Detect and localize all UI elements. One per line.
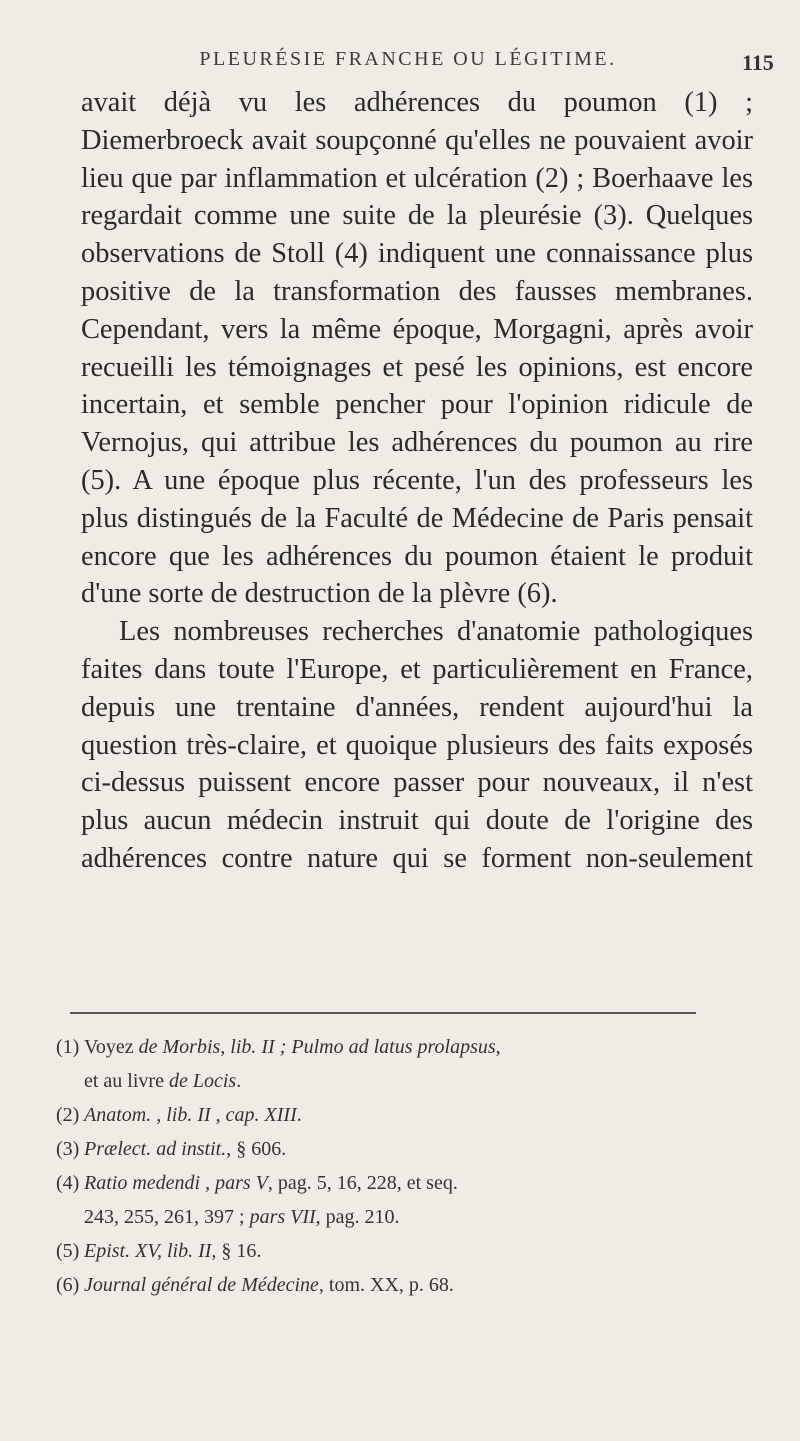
footnote-line: (1) Voyez de Morbis, lib. II ; Pulmo ad latus prolapsus,: [56, 1036, 501, 1058]
footnote-line: (4) Ratio medendi , pars V, pag. 5, 16, 228, et seq.: [56, 1172, 458, 1194]
footnote-line: (2) Anatom. , lib. II , cap. XIII.: [56, 1104, 302, 1126]
footnote-line: (3) Prælect. ad instit., § 606.: [56, 1138, 287, 1160]
paragraph-2: Les nombreuses recherches d'anatomie pathologiques faites dans toute l'Europe, et particulièrement en France, depuis une trentaine d'années, rendent aujourd'hui la question très-claire, et quoique plusieurs des faits exposés ci-dessus puissent encore passer pour nouveaux, il n'est plus aucun médecin instruit qui doute de l'origine des adhérences contre nature qui se forment non-seulement: [81, 616, 753, 874]
footnote-line: (5) Epist. XV, lib. II, § 16.: [56, 1240, 262, 1262]
footnote-line: (6) Journal général de Médecine, tom. XX, p. 68.: [56, 1274, 454, 1296]
paragraph-1: avait déjà vu les adhérences du poumon (1) ; Diemerbroeck avait soupçonné qu'elles ne pouvaient avoir lieu que par inflammation et ulcération (2) ; Boerhaave les regardait comme une suite de la pleurésie (3). Quelques observations de Stoll (4) indiquent une connaissance plus positive de la transformation des fausses membranes. Cependant, vers la même époque, Morgagni, après avoir recueilli les témoignages et pesé les opinions, est encore incertain, et semble pencher pour l'opinion ridicule de Vernojus, qui attribue les adhérences du poumon au rire (5). A une époque plus récente, l'un des professeurs les plus distingués de la Faculté de Médecine de Paris pensait encore que les adhérences du poumon étaient le produit d'une sorte de destruction de la plèvre (6).: [81, 87, 753, 610]
footnote-line: et au livre de Locis.: [84, 1070, 242, 1092]
page-number: 115: [742, 50, 774, 75]
footnote-separator: [70, 1012, 696, 1014]
main-text: [81, 84, 753, 878]
running-title: PLEURÉSIE FRANCHE OU LÉGITIME.: [199, 48, 617, 70]
footnote-line: 243, 255, 261, 397 ; pars VII, pag. 210.: [84, 1206, 400, 1228]
footnotes: [56, 1030, 756, 1302]
